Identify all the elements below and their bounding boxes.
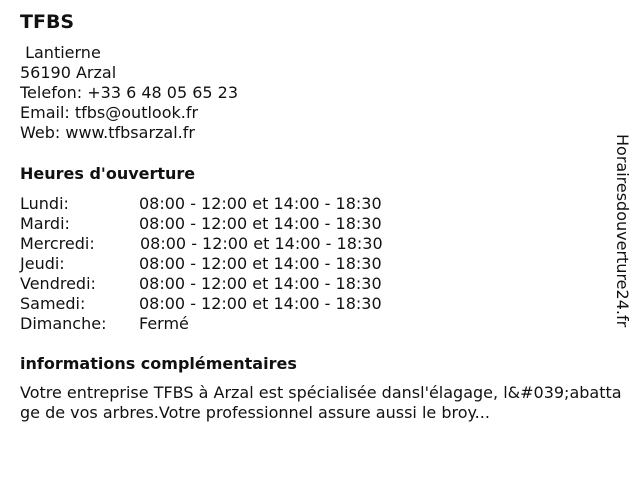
day-label: Dimanche:: [20, 314, 107, 333]
day-label: Mardi:: [20, 214, 70, 233]
day-hours: 08:00 - 12:00 et 14:00 - 18:30: [140, 234, 383, 253]
day-label: Jeudi:: [20, 254, 65, 273]
info-heading: informations complémentaires: [20, 354, 297, 373]
city: 56190 Arzal: [20, 63, 117, 82]
day-hours: 08:00 - 12:00 et 14:00 - 18:30: [139, 214, 382, 233]
day-hours: Fermé: [139, 314, 189, 333]
day-label: Mercredi:: [20, 234, 95, 253]
contact-block: [20, 43, 238, 143]
day-hours: 08:00 - 12:00 et 14:00 - 18:30: [139, 274, 382, 293]
info-description: Votre entreprise TFBS à Arzal est spécialisée dansl'élagage, l&#039;abattage de vos arbres.Votre professionnel assure aussi le broy...: [20, 383, 622, 422]
day-hours: 08:00 - 12:00 et 14:00 - 18:30: [139, 194, 382, 213]
day-hours: 08:00 - 12:00 et 14:00 - 18:30: [139, 294, 382, 313]
day-label: Vendredi:: [20, 274, 96, 293]
phone: Telefon: +33 6 48 05 65 23: [20, 83, 239, 102]
email: Email: tfbs@outlook.fr: [20, 103, 199, 122]
side-brand-watermark: Horairesdouverture24.fr: [613, 134, 632, 328]
day-label: Samedi:: [20, 294, 86, 313]
hours-heading: Heures d'ouverture: [20, 164, 196, 183]
street: Lantierne: [20, 43, 101, 62]
day-label: Lundi:: [20, 194, 69, 213]
business-name: TFBS: [20, 11, 75, 33]
day-hours: 08:00 - 12:00 et 14:00 - 18:30: [139, 254, 382, 273]
website: Web: www.tfbsarzal.fr: [20, 123, 195, 142]
